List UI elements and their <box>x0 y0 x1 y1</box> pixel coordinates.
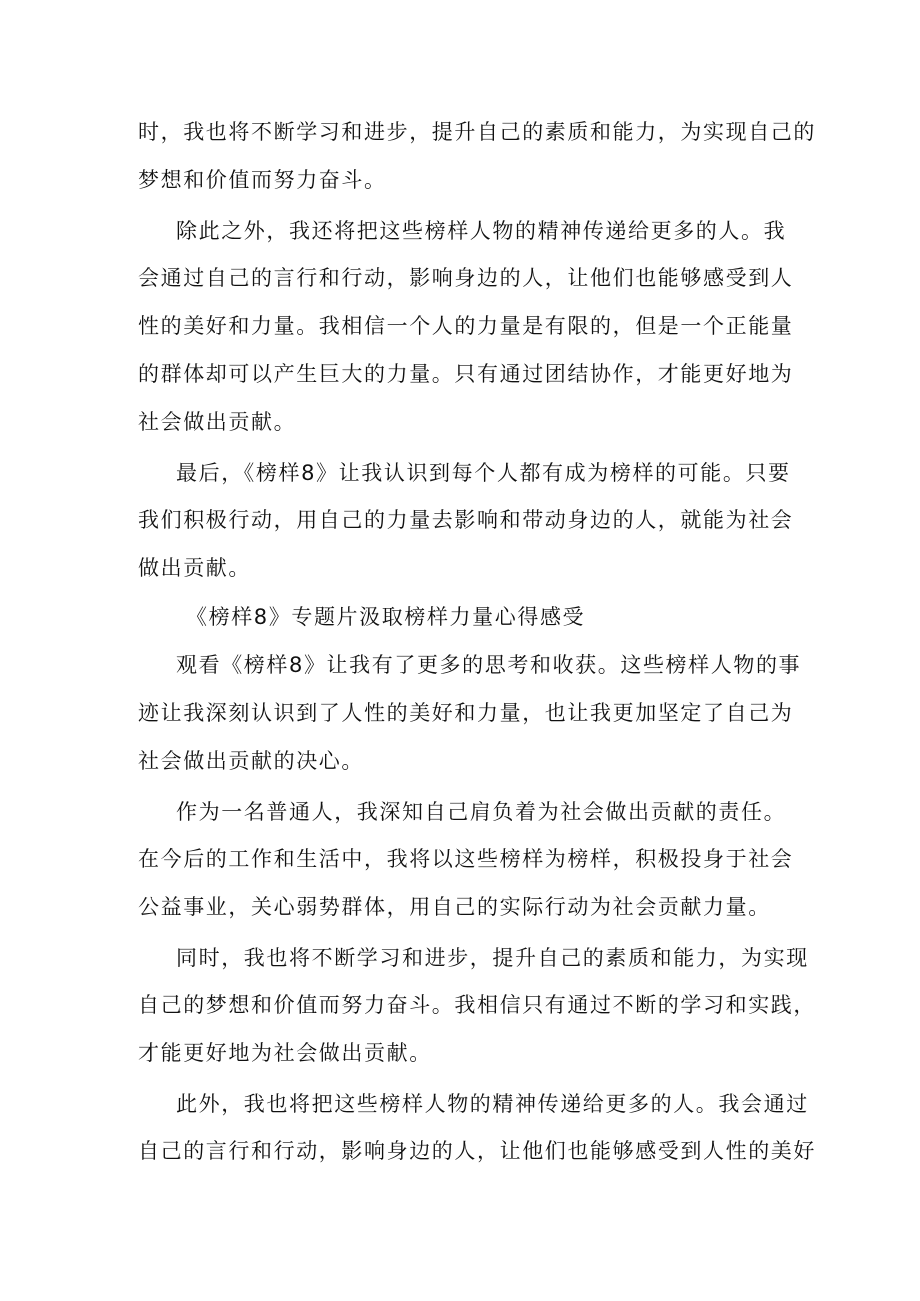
text-line: 才能更好地为社会做出贡献。 <box>138 1041 432 1065</box>
text-line: 时，我也将不断学习和进步，提升自己的素质和能力，为实现自己的 <box>138 120 816 144</box>
text-line: 最后，《榜样8》让我认识到每个人都有成为榜样的可能。只要 <box>176 461 791 485</box>
text-line: 我们积极行动，用自己的力量去影响和带动身边的人，就能为社会 <box>138 508 794 532</box>
text-line: 同时，我也将不断学习和进步，提升自己的素质和能力，为实现 <box>176 946 809 970</box>
text-line: 作为一名普通人，我深知自己肩负着为社会做出贡献的责任。 <box>176 800 787 824</box>
text-line: 除此之外，我还将把这些榜样人物的精神传递给更多的人。我 <box>176 219 787 243</box>
section-title: 《榜样8》专题片汲取榜样力量心得感受 <box>186 605 586 629</box>
text-line: 社会做出贡献。 <box>138 410 297 434</box>
text-line: 的群体却可以产生巨大的力量。只有通过团结协作，才能更好地为 <box>138 362 794 386</box>
text-line: 会通过自己的言行和行动，影响身边的人，让他们也能够感受到人 <box>138 266 794 290</box>
text-line: 在今后的工作和生活中，我将以这些榜样为榜样，积极投身于社会 <box>138 847 794 871</box>
text-line: 公益事业，关心弱势群体，用自己的实际行动为社会贡献力量。 <box>138 895 771 919</box>
text-line: 迹让我深刻认识到了人性的美好和力量，也让我更加坚定了自己为 <box>138 701 794 725</box>
text-line: 做出贡献。 <box>138 556 251 580</box>
text-line: 自己的梦想和价值而努力奋斗。我相信只有通过不断的学习和实践， <box>138 993 816 1017</box>
text-line: 此外，我也将把这些榜样人物的精神传递给更多的人。我会通过 <box>176 1092 809 1116</box>
text-line: 自己的言行和行动，影响身边的人，让他们也能够感受到人性的美好 <box>138 1139 816 1163</box>
text-line: 观看《榜样8》让我有了更多的思考和收获。这些榜样人物的事 <box>176 653 802 677</box>
text-line: 梦想和价值而努力奋斗。 <box>138 168 387 192</box>
text-line: 性的美好和力量。我相信一个人的力量是有限的，但是一个正能量 <box>138 314 794 338</box>
text-line: 社会做出贡献的决心。 <box>138 749 364 773</box>
